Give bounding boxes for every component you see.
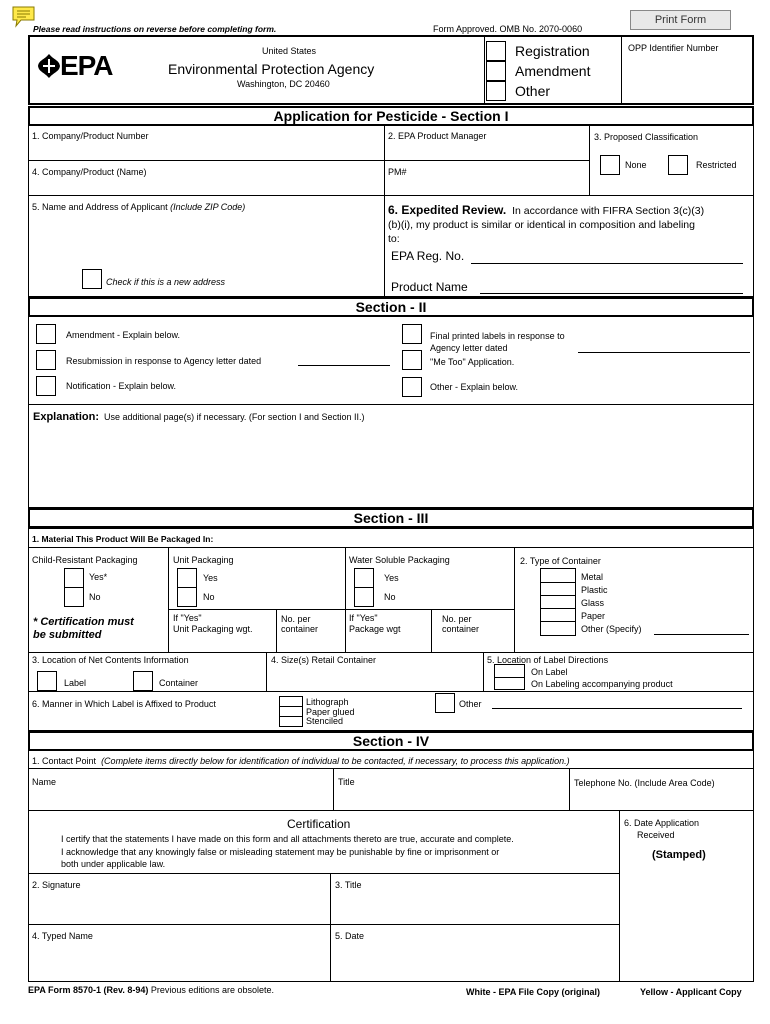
epa-logo-text: EPA — [60, 50, 113, 81]
notification-checkbox[interactable] — [36, 376, 56, 396]
proposed-classification-label: 3. Proposed Classification — [594, 132, 699, 142]
unit-no-per-label: No. per — [281, 614, 311, 624]
note-icon[interactable] — [12, 6, 34, 24]
container-paper-label: Paper — [581, 611, 606, 621]
applicant-zip-note: (Include ZIP Code) — [170, 202, 246, 212]
agency-address: Washington, DC 20460 — [237, 79, 330, 89]
water-soluble-no-checkbox[interactable] — [354, 587, 374, 607]
registration-checkbox[interactable] — [486, 41, 506, 61]
stenciled-option: Stenciled — [306, 716, 344, 726]
pm-number-label: PM# — [388, 167, 407, 177]
water-if-yes: If "Yes" — [349, 613, 378, 623]
epa-reg-no-field[interactable] — [471, 263, 743, 264]
lithograph-option: Lithograph — [306, 697, 349, 707]
location-label-directions-label: 5. Location of Label Directions — [487, 655, 609, 665]
child-resistant-yes-checkbox[interactable] — [64, 568, 84, 588]
package-wgt-label: Package wgt — [349, 624, 401, 634]
print-form-label: Print Form — [654, 14, 707, 26]
unit-packaging-no-label: No — [203, 592, 215, 602]
name-label: Name — [32, 777, 57, 787]
expedited-text-1: In accordance with FIFRA Section 3(c)(3) — [512, 205, 705, 217]
certification-note-2: be submitted — [33, 629, 102, 641]
company-product-name-label: 4. Company/Product (Name) — [32, 167, 147, 177]
resubmission-checkbox[interactable] — [36, 350, 56, 370]
amendment-checkbox[interactable] — [486, 61, 506, 81]
typed-name-label: 4. Typed Name — [32, 931, 93, 941]
form-approved: Form Approved. OMB No. 2070-0060 — [433, 24, 583, 34]
water-soluble-yes-checkbox[interactable] — [354, 568, 374, 588]
manner-other-checkbox[interactable] — [435, 693, 455, 713]
classification-restricted-checkbox[interactable] — [668, 155, 688, 175]
explanation-label — [33, 411, 365, 423]
amendment-explain-label: Amendment - Explain below. — [66, 330, 181, 340]
material-label: 1. Material This Product Will Be Packaged In: — [32, 534, 214, 544]
resubmission-date-field[interactable] — [298, 365, 390, 366]
company-product-number-label: 1. Company/Product Number — [32, 131, 149, 141]
certification-text-2: I acknowledge that any knowingly false or misleading statement may be punishable by fine or imprisonment or — [61, 847, 500, 857]
unit-if-yes: If "Yes" — [173, 613, 202, 623]
date-received-label-1: 6. Date Application — [624, 818, 700, 828]
contact-title-label: Title — [338, 777, 355, 787]
expedited-review-line1 — [388, 203, 704, 217]
container-metal-label: Metal — [581, 572, 604, 582]
paper-glued-option: Paper glued — [306, 707, 355, 717]
section-1-title — [28, 106, 754, 126]
sizes-retail-label: 4. Size(s) Retail Container — [271, 655, 377, 665]
applicant-label-text: 5. Name and Address of Applicant — [32, 202, 168, 212]
water-soluble-no-label: No — [384, 592, 396, 602]
expedited-review-label: 6. Expedited Review. — [388, 203, 507, 217]
yellow-copy-note: Yellow - Applicant Copy — [640, 987, 742, 997]
title-label: 3. Title — [335, 880, 362, 890]
net-contents-label-checkbox[interactable] — [37, 671, 57, 691]
certification-text-1: I certify that the statements I have made on this form and all attachments thereto are true, accurate and complete. — [61, 834, 514, 844]
amendment-explain-checkbox[interactable] — [36, 324, 56, 344]
applicant-label — [32, 202, 245, 212]
expedited-text-2: (b)(i), my product is similar or identical in composition and labeling — [388, 219, 695, 231]
explanation-title: Explanation: — [33, 411, 100, 423]
registration-label: Registration — [515, 43, 590, 59]
obsolete-note: Previous editions are obsolete. — [150, 985, 274, 995]
container-other-label: Other (Specify) — [581, 624, 642, 634]
section-4-title — [28, 731, 754, 751]
child-resistant-label: Child-Resistant Packaging — [32, 555, 138, 565]
amendment-label: Amendment — [515, 63, 591, 79]
date-received-label-2: Received — [637, 830, 675, 840]
product-name-field[interactable] — [480, 293, 743, 294]
manner-other-label: Other — [459, 699, 482, 709]
other-type-checkbox[interactable] — [486, 81, 506, 101]
section-2-title — [28, 297, 754, 317]
stamped-label: (Stamped) — [652, 849, 706, 861]
contact-point-note: (Complete items directly below for identification of individual to be contacted, if necessary, to process this application.) — [101, 756, 570, 766]
container-other-field[interactable] — [654, 634, 749, 635]
agency-name: Environmental Protection Agency — [168, 61, 375, 77]
other-type-label: Other — [515, 83, 551, 99]
instructions-note: Please read instructions on reverse before completing form. — [33, 24, 277, 34]
final-labels-date-field[interactable] — [578, 352, 750, 353]
certification-title: Certification — [287, 817, 351, 831]
section-3-title — [28, 508, 754, 528]
child-resistant-no-label: No — [89, 592, 101, 602]
epa-logo — [36, 52, 116, 82]
resubmission-label: Resubmission in response to Agency letter dated — [66, 356, 262, 366]
water-container-label: container — [442, 624, 480, 634]
form-number: EPA Form 8570-1 (Rev. 8-94) — [28, 985, 149, 995]
signature-label: 2. Signature — [32, 880, 81, 890]
certification-note-1: * Certification must — [33, 616, 134, 628]
section-4-title-text: Section - IV — [352, 733, 430, 749]
white-copy-note: White - EPA File Copy (original) — [466, 987, 600, 997]
product-name-label: Product Name — [391, 280, 468, 294]
telephone-label: Telephone No. (Include Area Code) — [574, 778, 715, 788]
contact-point-line — [32, 756, 570, 766]
location-net-contents-label: 3. Location of Net Contents Information — [32, 655, 189, 665]
new-address-checkbox[interactable] — [82, 269, 102, 289]
other-explain-checkbox[interactable] — [402, 377, 422, 397]
type-of-container-label: 2. Type of Container — [520, 556, 601, 566]
water-soluble-yes-label: Yes — [384, 573, 399, 583]
water-no-per-label: No. per — [442, 614, 472, 624]
net-contents-label-option: Label — [64, 678, 87, 688]
print-form-button[interactable] — [630, 10, 731, 30]
other-explain-label: Other - Explain below. — [430, 382, 519, 392]
unit-packaging-label: Unit Packaging — [173, 555, 234, 565]
water-soluble-label: Water Soluble Packaging — [349, 555, 450, 565]
classification-none-checkbox[interactable] — [600, 155, 620, 175]
me-too-label: "Me Too" Application. — [430, 357, 515, 367]
contact-point-label: 1. Contact Point — [32, 756, 97, 766]
on-labeling-option: On Labeling accompanying product — [531, 679, 673, 689]
label-directions-checkboxes — [494, 664, 525, 690]
form-number-line — [28, 985, 274, 995]
expedited-text-3: to: — [388, 233, 400, 245]
child-resistant-no-checkbox[interactable] — [64, 587, 84, 607]
net-contents-container-option: Container — [159, 678, 199, 688]
unit-packaging-no-checkbox[interactable] — [177, 587, 197, 607]
unit-packaging-yes-checkbox[interactable] — [177, 568, 197, 588]
unit-packaging-yes-label: Yes — [203, 573, 218, 583]
on-label-option: On Label — [531, 667, 568, 677]
container-plastic-label: Plastic — [581, 585, 608, 595]
manner-other-field[interactable] — [492, 708, 742, 709]
section-1-title-text: Application for Pesticide - Section I — [273, 108, 509, 124]
epa-reg-no-label: EPA Reg. No. — [391, 249, 465, 263]
date-label: 5. Date — [335, 931, 365, 941]
final-labels-label-1: Final printed labels in response to — [430, 331, 565, 341]
certification-text-3: both under applicable law. — [61, 859, 166, 869]
epa-product-manager-label: 2. EPA Product Manager — [388, 131, 487, 141]
container-glass-label: Glass — [581, 598, 605, 608]
net-contents-container-checkbox[interactable] — [133, 671, 153, 691]
manner-checkboxes — [279, 696, 303, 727]
container-type-checkboxes — [540, 568, 576, 636]
final-labels-label-2: Agency letter dated — [430, 343, 508, 353]
new-address-label: Check if this is a new address — [106, 277, 226, 287]
unit-container-label: container — [281, 624, 319, 634]
child-resistant-yes-label: Yes* — [89, 572, 108, 582]
notification-label: Notification - Explain below. — [66, 381, 177, 391]
section-2-title-text: Section - II — [355, 299, 427, 315]
opp-identifier-label: OPP Identifier Number — [628, 43, 719, 53]
me-too-checkbox[interactable] — [402, 350, 422, 370]
final-labels-checkbox[interactable] — [402, 324, 422, 344]
manner-affixed-label: 6. Manner in Which Label is Affixed to Product — [32, 699, 216, 709]
explanation-note: Use additional page(s) if necessary. (For section I and Section II.) — [104, 412, 365, 422]
classification-none-label: None — [625, 160, 647, 170]
classification-restricted-label: Restricted — [696, 160, 737, 170]
section-3-title-text: Section - III — [353, 510, 429, 526]
unit-packaging-wgt-label: Unit Packaging wgt. — [173, 624, 253, 634]
united-states: United States — [262, 46, 317, 56]
